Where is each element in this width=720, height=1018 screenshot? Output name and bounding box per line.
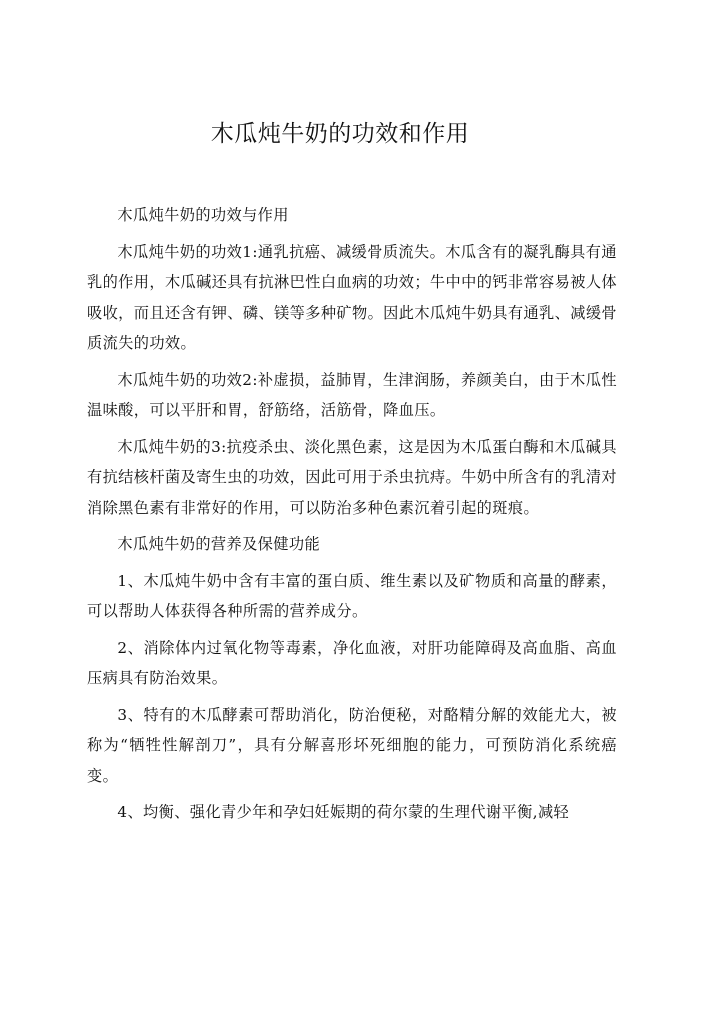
paragraph-nutrition-3: 3、特有的木瓜酵素可帮助消化，防治便秘，对酪精分解的效能尤大，被称为“牺牲性解剖刀”，具有分解喜形坏死细胞的能力，可预防消化系统癌变。 — [87, 705, 617, 785]
paragraph-section-heading: 木瓜炖牛奶的功效与作用 — [117, 206, 289, 224]
paragraph-nutrition-2: 2、消除体内过氧化物等毒素，净化血液，对肝功能障碍及高血脂、高血压病具有防治效果。 — [87, 638, 617, 687]
paragraph-nutrition-heading: 木瓜炖牛奶的营养及保健功能 — [117, 535, 321, 553]
paragraph-benefit-3: 木瓜炖牛奶的3:抗疫杀虫、淡化黑色素，这是因为木瓜蛋白酶和木瓜碱具有抗结核杆菌及寄生虫的功效，因此可用于杀虫抗痔。牛奶中所含有的乳清对消除黑色素有非常好的作用，可以防治多种色素沉着引起的斑痕。 — [87, 437, 617, 517]
paragraph-benefit-2: 木瓜炖牛奶的功效2:补虚损，益肺胃，生津润肠，养颜美白，由于木瓜性温味酸，可以平肝和胃，舒筋络，活筋骨，降血压。 — [87, 370, 617, 419]
document-body — [87, 200, 617, 834]
paragraph-nutrition-1: 1、木瓜炖牛奶中含有丰富的蛋白质、维生素以及矿物质和高量的酵素，可以帮助人体获得各种所需的营养成分。 — [87, 571, 617, 620]
paragraph-nutrition-4: 4、均衡、强化青少年和孕妇妊娠期的荷尔蒙的生理代谢平衡,减轻 — [117, 803, 570, 821]
paragraph-benefit-1: 木瓜炖牛奶的功效1:通乳抗癌、减缓骨质流失。木瓜含有的凝乳酶具有通乳的作用，木瓜碱还具有抗淋巴性白血病的功效；牛中中的钙非常容易被人体吸收，而且还含有钾、磷、镁等多种矿物。因此木瓜炖牛奶具有通乳、减缓骨质流失的功效。 — [87, 242, 617, 352]
document-title: 木瓜炖牛奶的功效和作用 — [210, 121, 470, 147]
